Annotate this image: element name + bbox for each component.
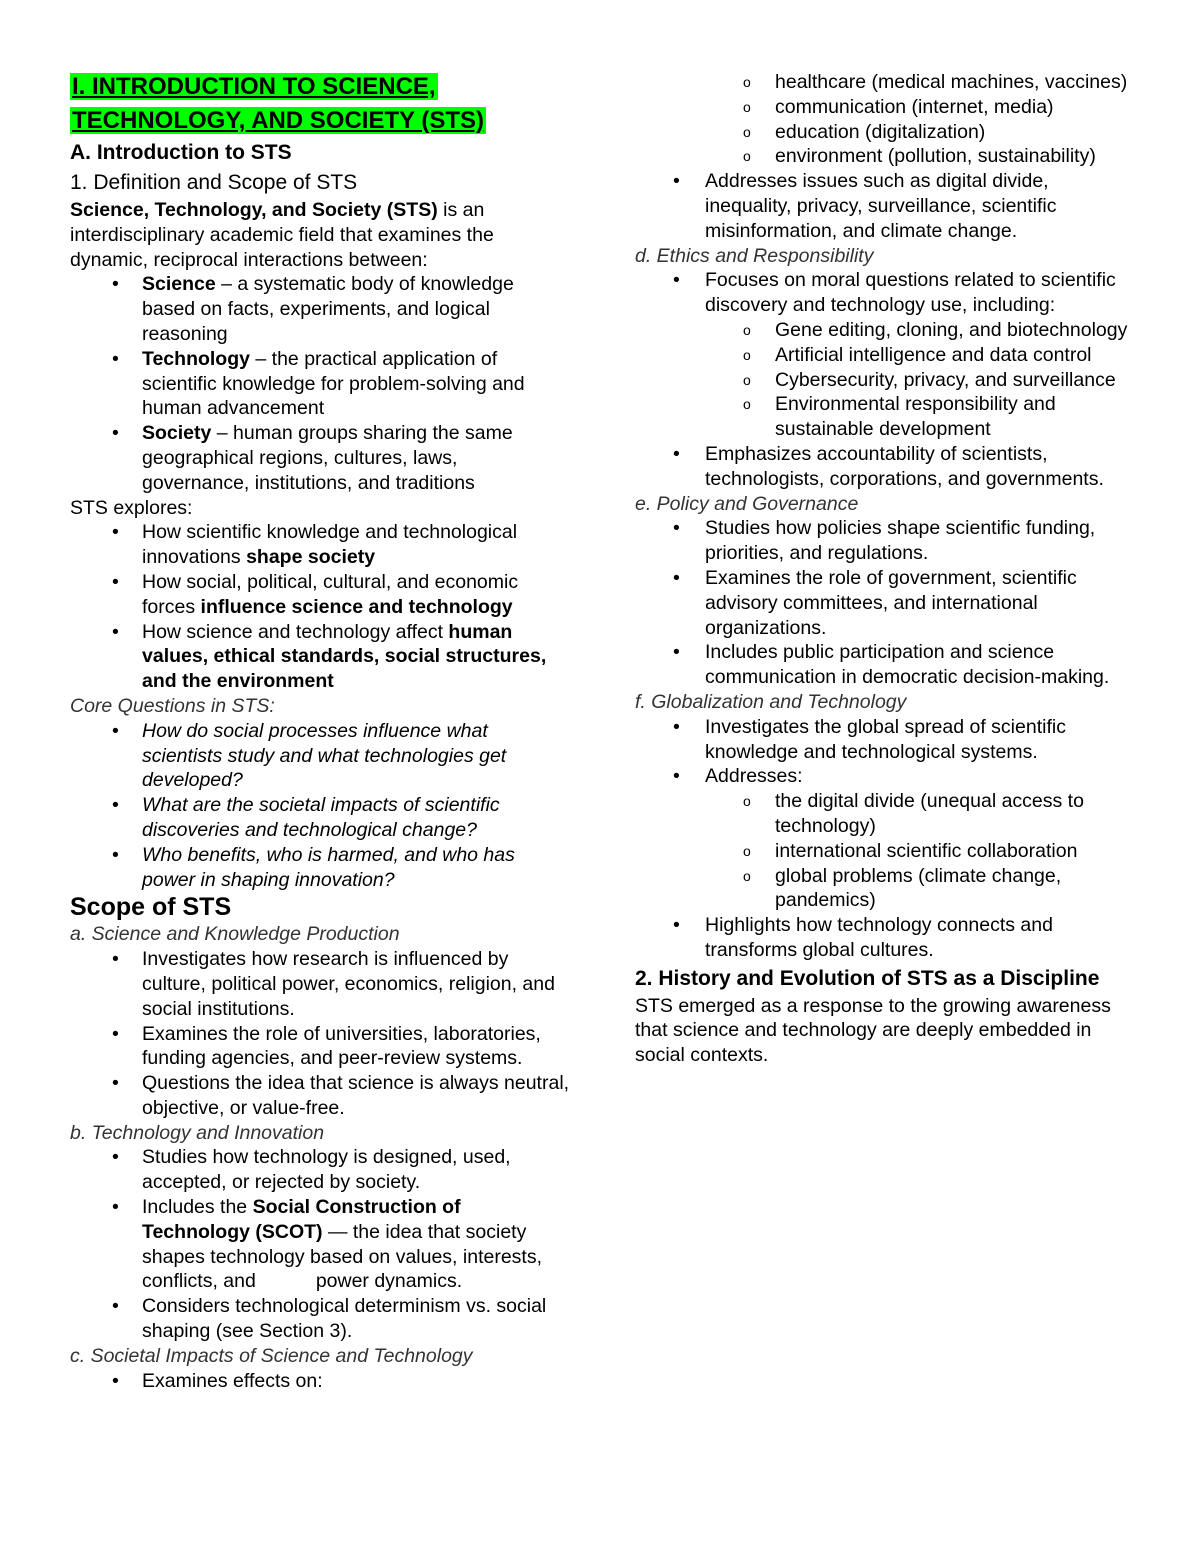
list-item: • Includes the Social Construction of Technology (SCOT) — the idea that society shapes technology based on values, interests, conflicts, and power dynamics.: [70, 1195, 570, 1294]
scope-d-title: d. Ethics and Responsibility: [635, 244, 874, 267]
list-item: • How do social processes influence what scientists study and what technologies get developed?: [70, 719, 570, 793]
main-title: I. INTRODUCTION TO SCIENCE, TECHNOLOGY, AND SOCIETY (STS): [72, 73, 485, 134]
right-column: [635, 70, 1135, 1068]
definition-list: [70, 272, 570, 495]
section-2-text: STS emerged as a response to the growing awareness that science and technology are deeply embedded in social contexts.: [635, 994, 1111, 1067]
scope-b-title: b. Technology and Innovation: [70, 1121, 325, 1144]
list-item: o education (digitalization): [635, 120, 1135, 145]
scope-a-title: a. Science and Knowledge Production: [70, 923, 400, 946]
scope-f-list: [635, 715, 1135, 789]
list-item: o environment (pollution, sustainability): [635, 144, 1135, 169]
section-1-heading: 1. Definition and Scope of STS: [70, 171, 358, 194]
section-a-heading: A. Introduction to STS: [70, 141, 292, 164]
scope-c-sublist: [635, 70, 1135, 169]
scope-b-list: [70, 1145, 570, 1343]
explores-list: [70, 520, 570, 694]
scope-c-list-2: [635, 169, 1135, 243]
list-item: • Includes public participation and science communication in democratic decision-making.: [635, 640, 1135, 690]
scope-heading: Scope of STS: [70, 893, 232, 922]
list-item: • Examines the role of universities, laboratories, funding agencies, and peer-review systems.: [70, 1022, 570, 1072]
explores-label: STS explores:: [70, 496, 193, 519]
list-item: • Who benefits, who is harmed, and who has power in shaping innovation?: [70, 843, 570, 893]
list-item: o international scientific collaboration: [635, 839, 1135, 864]
list-item: o Cybersecurity, privacy, and surveillance: [635, 368, 1135, 393]
list-item: • Investigates the global spread of scientific knowledge and technological systems.: [635, 715, 1135, 765]
list-item: • Studies how policies shape scientific funding, priorities, and regulations.: [635, 516, 1135, 566]
list-item: • Addresses:: [635, 764, 1135, 789]
list-item: • Examines the role of government, scientific advisory committees, and international organizations.: [635, 566, 1135, 640]
list-item: o global problems (climate change, pandemics): [635, 864, 1135, 914]
core-questions-list: [70, 719, 570, 893]
list-item: • Focuses on moral questions related to scientific discovery and technology use, including:: [635, 268, 1135, 318]
list-item: • Investigates how research is influenced by culture, political power, economics, religion, and social institutions.: [70, 947, 570, 1021]
scope-d-list: [635, 268, 1135, 318]
list-item: o Environmental responsibility and sustainable development: [635, 392, 1135, 442]
core-questions-label: Core Questions in STS:: [70, 694, 275, 717]
scope-f-title: f. Globalization and Technology: [635, 690, 907, 713]
list-item: o the digital divide (unequal access to technology): [635, 789, 1135, 839]
section-2-heading: 2. History and Evolution of STS as a Discipline: [635, 966, 1100, 990]
list-item: o communication (internet, media): [635, 95, 1135, 120]
list-item: • Emphasizes accountability of scientists, technologists, corporations, and governments.: [635, 442, 1135, 492]
list-item: o healthcare (medical machines, vaccines): [635, 70, 1135, 95]
definition-paragraph: Science, Technology, and Society (STS) is an interdisciplinary academic field that examines the dynamic, reciprocal interactions between:: [70, 199, 494, 271]
scope-d-sublist: [635, 318, 1135, 442]
list-item: • Addresses issues such as digital divide, inequality, privacy, surveillance, scientific misinformation, and climate change.: [635, 169, 1135, 243]
list-item: • How scientific knowledge and technological innovations shape society: [70, 520, 570, 570]
list-item: • Examines effects on:: [70, 1369, 570, 1394]
scope-a-list: [70, 947, 570, 1121]
list-item: • Questions the idea that science is always neutral, objective, or value-free.: [70, 1071, 570, 1121]
list-item: • Technology – the practical application of scientific knowledge for problem-solving and human advancement: [70, 347, 570, 421]
scope-c-title: c. Societal Impacts of Science and Technology: [70, 1344, 473, 1367]
list-item: • Studies how technology is designed, used, accepted, or rejected by society.: [70, 1145, 570, 1195]
left-column: [70, 70, 570, 1393]
list-item: o Artificial intelligence and data control: [635, 343, 1135, 368]
list-item: • How science and technology affect human values, ethical standards, social structures, and the environment: [70, 620, 570, 694]
list-item: • Highlights how technology connects and transforms global cultures.: [635, 913, 1135, 963]
list-item: o Gene editing, cloning, and biotechnology: [635, 318, 1135, 343]
list-item: • How social, political, cultural, and economic forces influence science and technology: [70, 570, 570, 620]
list-item: • Considers technological determinism vs. social shaping (see Section 3).: [70, 1294, 570, 1344]
list-item: • Science – a systematic body of knowledge based on facts, experiments, and logical reasoning: [70, 272, 570, 346]
scope-f-sublist: [635, 789, 1135, 913]
scope-c-list: [70, 1369, 570, 1394]
scope-f-list-2: [635, 913, 1135, 963]
scope-d-list-2: [635, 442, 1135, 492]
list-item: • What are the societal impacts of scientific discoveries and technological change?: [70, 793, 570, 843]
scope-e-list: [635, 516, 1135, 690]
scope-e-title: e. Policy and Governance: [635, 492, 859, 515]
list-item: • Society – human groups sharing the same geographical regions, cultures, laws, governance, institutions, and traditions: [70, 421, 570, 495]
